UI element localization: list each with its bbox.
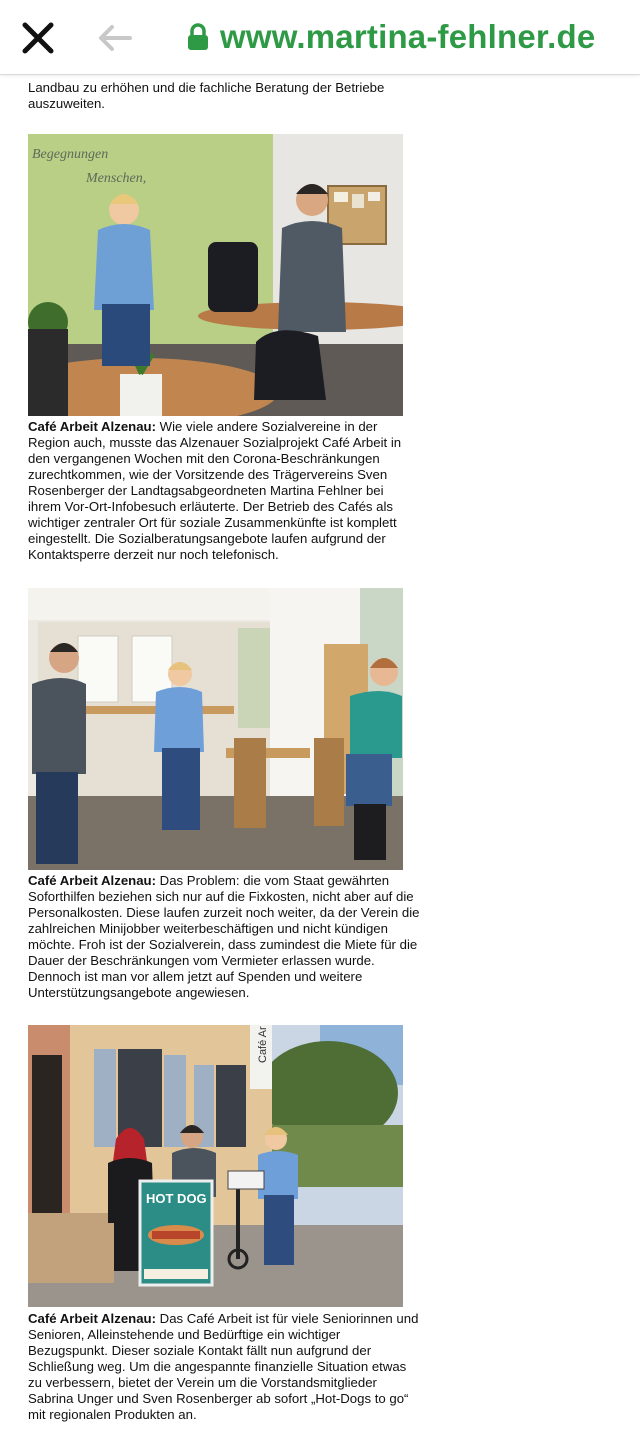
wall-text-1: Begegnungen [32, 147, 109, 162]
caption-3-lead: Café Arbeit Alzenau: [28, 1311, 156, 1326]
address-bar[interactable] [186, 16, 595, 58]
caption-1-lead: Café Arbeit Alzenau: [28, 419, 156, 434]
hot-dog-sign-text: HOT DOG [146, 1191, 207, 1206]
intro-text: Landbau zu erhöhen und die fachliche Beratung der Betriebe auszuweiten. [28, 80, 385, 111]
article-photo-cafe-interior [28, 588, 403, 870]
close-icon[interactable] [18, 18, 58, 58]
caption-1 [28, 419, 420, 563]
article-photo-exterior [28, 1025, 403, 1307]
back-arrow-icon[interactable] [96, 20, 134, 56]
wall-text-2: Menschen, [86, 171, 147, 186]
caption-2-body: Das Problem: die vom Staat gewährten Soforthilfen beziehen sich nur auf die Fixkosten, nicht aber auf die Personalkosten. Diese laufen zurzeit noch weiter, da der Verein die zahlreichen Minijobber weiterbeschäftigen und nicht kündigen möchte. Froh ist der Sozialverein, dass zumindest die Miete für die Dauer der Beschränkungen vom Vermieter erlassen wurde. Dennoch ist man vor allem jetzt auf Spenden und weitere Unterstützungsangebote angewiesen. [28, 873, 420, 1000]
browser-toolbar [0, 0, 640, 75]
article-photo-office [28, 134, 403, 416]
caption-3-body: Das Café Arbeit ist für viele Seniorinnen und Senioren, Alleinstehende und Bedürftige ein wichtiger Bezugspunkt. Dieser soziale Kontakt fällt nun aufgrund der Schließung weg. Um die angespannte finanzielle Situation etwas zu verbessern, bietet der Verein um die Vorstandsmitglieder Sabrina Unger und Sven Rosenberger ab sofort „Hot-Dogs to go“ mit regionalen Produkten an. [28, 1311, 419, 1422]
caption-2-lead: Café Arbeit Alzenau: [28, 873, 156, 888]
caption-3 [28, 1311, 420, 1423]
caption-2 [28, 873, 420, 1001]
caption-1-body: Wie viele andere Sozialvereine in der Region auch, musste das Alzenauer Sozialprojekt Café Arbeit in den vergangenen Wochen mit den Corona-Beschränkungen zurechtkommen, wie der Vorsitzende des Trägervereins Sven Rosenberger der Landtagsabgeordneten Martina Fehlner bei ihrem Vor-Ort-Infobesuch erläuterte. Der Betrieb des Cafés als wichtiger zentraler Ort für soziale Zusammenkünfte ist komplett eingestellt. Die Sozialberatungsangebote laufen aufgrund der Kontaktsperre derzeit nur noch telefonisch. [28, 419, 402, 562]
building-banner-text: Café Ar [257, 1026, 269, 1063]
url-text: www.martina-fehlner.de [220, 18, 596, 55]
lock-icon [186, 23, 210, 51]
